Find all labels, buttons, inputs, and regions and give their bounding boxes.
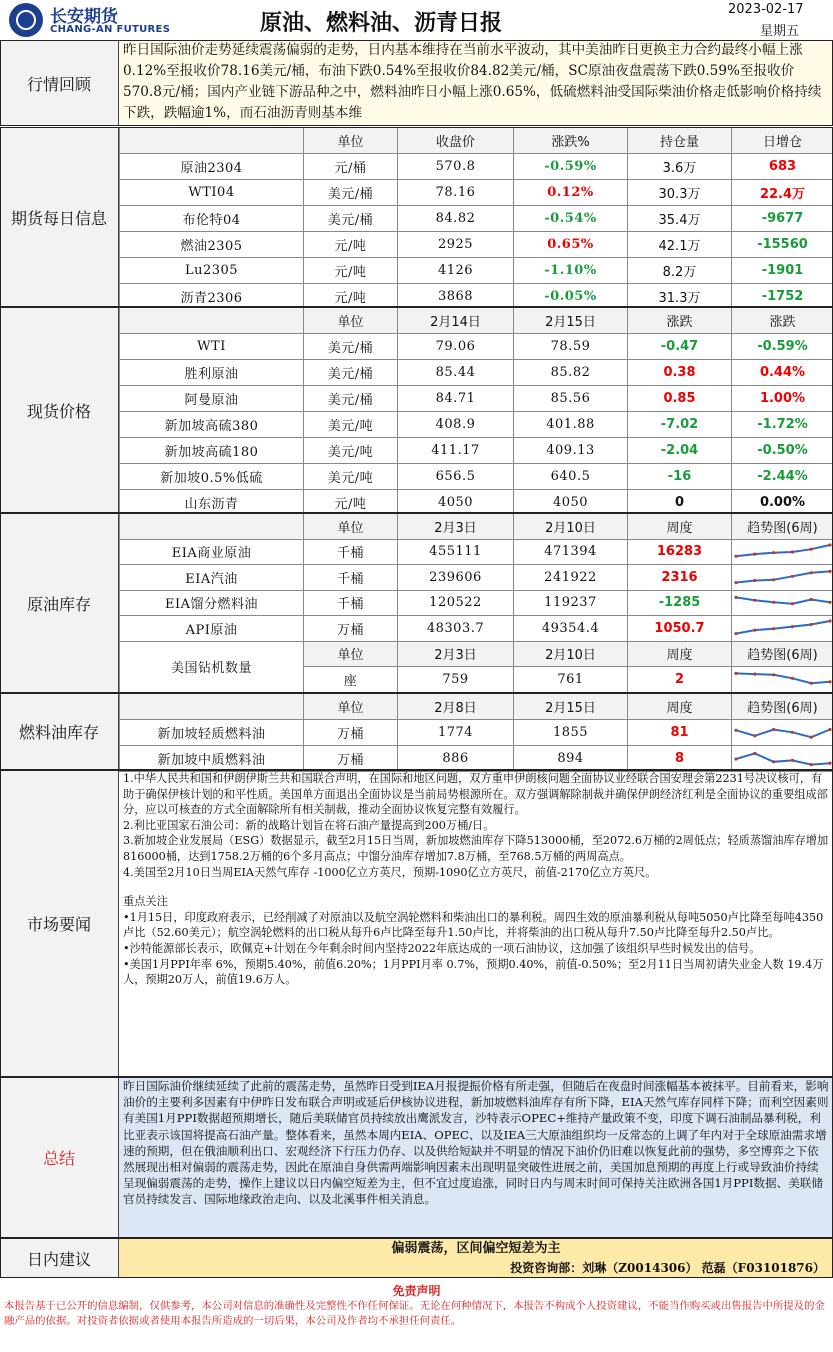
- table-row: [120, 334, 833, 360]
- focus-title: 重点关注: [123, 895, 168, 909]
- price-change: -0.47: [628, 334, 732, 360]
- table-header: 2月3日: [398, 514, 514, 540]
- unit-cell: 美元/桶: [304, 180, 398, 206]
- table-row: [120, 438, 833, 464]
- weekly-change: 81: [628, 720, 732, 746]
- trend-point: [790, 758, 793, 761]
- weekly-change: 8: [628, 746, 732, 772]
- inv-week1: 455111: [398, 539, 514, 565]
- trend-point: [828, 761, 831, 764]
- unit-cell: 美元/吨: [304, 464, 398, 490]
- product-name: WTI: [120, 334, 304, 360]
- unit-cell: 万桶: [304, 616, 398, 642]
- section-label: 市场要闻: [0, 770, 119, 1077]
- trend-sparkline: [733, 593, 833, 613]
- product-name: 新加坡高硫180: [120, 438, 304, 464]
- spot-table: [119, 307, 833, 516]
- table-header: 周度: [628, 514, 732, 540]
- daily-add: -1752: [732, 284, 833, 310]
- price-change: 0.38: [628, 360, 732, 386]
- open-interest: 35.4万: [628, 206, 732, 232]
- price-day1: 85.44: [398, 360, 514, 386]
- trend-cell: [732, 616, 833, 642]
- focus-item: •美国1月PPI年率 6%，预期5.40%，前值6.20%；1月PPI月率 0.7%，预期0.40%，前值-0.50%；至2月11日当周初请失业金人数 19.4万人，预期20万人，前值19.6万人。: [123, 957, 824, 987]
- unit-cell: 万桶: [304, 720, 398, 746]
- trend-point: [828, 543, 831, 546]
- unit-cell: 万桶: [304, 746, 398, 772]
- table-header: 2月8日: [398, 694, 514, 720]
- close-price: 84.82: [398, 206, 514, 232]
- table-header: 单位: [304, 128, 398, 154]
- close-price: 2925: [398, 232, 514, 258]
- table-row: [120, 180, 833, 206]
- crude-inventory-table: [119, 513, 833, 693]
- advice-analysts: 投资咨询部：刘琳（Z0014306） 范磊（F03101876）: [119, 1259, 833, 1278]
- trend-point: [772, 600, 775, 603]
- price-day2: 401.88: [514, 412, 628, 438]
- trend-point: [753, 751, 756, 754]
- trend-sparkline: [733, 542, 833, 562]
- trend-point: [734, 581, 737, 584]
- table-header: 趋势图(6周): [732, 694, 833, 720]
- trend-point: [753, 629, 756, 632]
- trend-sparkline: [733, 723, 833, 743]
- table-row: [120, 746, 833, 772]
- unit-cell: 美元/吨: [304, 412, 398, 438]
- section-label: 燃料油库存: [0, 693, 119, 770]
- open-interest: 30.3万: [628, 180, 732, 206]
- table-row: [120, 284, 833, 310]
- section-label: 期货每日信息: [0, 127, 119, 307]
- price-day2: 85.82: [514, 360, 628, 386]
- report-weekday: 星期五: [760, 24, 800, 39]
- market-review-text: 昨日国际油价走势延续震荡偏弱的走势，日内基本维持在当前水平波动，其中美油昨日更换主力合约最终小幅上涨0.12%至报收价78.16美元/桶，布油下跌0.54%至报收价84.82美元/桶，SC原油夜盘震荡下跌0.59%至报收价570.8元/桶；国内产业链下游品种之中，燃料油昨日小幅上涨0.65%，低硫燃料油受国际柴油价格走低影响价格持续下跌，跌幅逾1%，而石油沥青则基本维: [119, 40, 833, 126]
- price-change-pct: 0.44%: [732, 360, 833, 386]
- change-pct: -0.05%: [514, 284, 628, 310]
- contract-name: 沥青2306: [120, 284, 304, 310]
- trend-cell: [732, 539, 833, 565]
- close-price: 78.16: [398, 180, 514, 206]
- trend-sparkline: [733, 669, 833, 689]
- table-header: 持仓量: [628, 128, 732, 154]
- open-interest: 3.6万: [628, 154, 732, 180]
- unit-cell: 美元/吨: [304, 438, 398, 464]
- rig-count-name: 美国钻机数量: [120, 641, 304, 692]
- change-pct: -0.59%: [514, 154, 628, 180]
- disclaimer-title: 免责声明: [392, 1284, 441, 1298]
- trend-sparkline: [733, 749, 833, 769]
- price-change-pct: 0.00%: [732, 490, 833, 516]
- table-row: [120, 412, 833, 438]
- daily-add: -1901: [732, 258, 833, 284]
- price-day1: 4050: [398, 490, 514, 516]
- table-header: 2月14日: [398, 308, 514, 334]
- inv-week1: 48303.7: [398, 616, 514, 642]
- trend-point: [828, 680, 831, 683]
- inv-week1: 239606: [398, 565, 514, 591]
- section-label: 现货价格: [0, 307, 119, 513]
- trend-point: [772, 673, 775, 676]
- focus-item: •沙特能源部长表示，欧佩克+计划在今年剩余时间内坚持2022年底达成的一项石油协议，这加强了该组织早些时候发出的信号。: [123, 941, 761, 955]
- trend-point: [809, 598, 812, 601]
- table-row: [120, 232, 833, 258]
- open-interest: 31.3万: [628, 284, 732, 310]
- price-day1: 84.71: [398, 386, 514, 412]
- table-row: [120, 539, 833, 565]
- price-day1: 79.06: [398, 334, 514, 360]
- table-row: [120, 386, 833, 412]
- price-day2: 85.56: [514, 386, 628, 412]
- table-header: 2月15日: [514, 694, 628, 720]
- inventory-name: 新加坡中质燃料油: [120, 746, 304, 772]
- section-label: 行情回顾: [0, 40, 119, 126]
- table-header: 2月15日: [514, 308, 628, 334]
- report-header: [0, 0, 833, 41]
- trend-point: [790, 602, 793, 605]
- price-change: -16: [628, 464, 732, 490]
- change-pct: 0.12%: [514, 180, 628, 206]
- price-change: 0.85: [628, 386, 732, 412]
- table-header: [120, 128, 304, 154]
- trend-line: [736, 621, 830, 634]
- trend-point: [828, 600, 831, 603]
- futures-section: [0, 127, 833, 307]
- table-row: [120, 616, 833, 642]
- product-name: 阿曼原油: [120, 386, 304, 412]
- market-review-section: [0, 40, 833, 126]
- price-day1: 411.17: [398, 438, 514, 464]
- table-header: 2月10日: [514, 514, 628, 540]
- unit-cell: 千桶: [304, 565, 398, 591]
- change-pct: -1.10%: [514, 258, 628, 284]
- trend-point: [753, 673, 756, 676]
- table-row: [120, 360, 833, 386]
- inv-week2: 241922: [514, 565, 628, 591]
- table-header: 单位: [304, 694, 398, 720]
- close-price: 570.8: [398, 154, 514, 180]
- open-interest: 8.2万: [628, 258, 732, 284]
- unit-cell: 元/吨: [304, 232, 398, 258]
- inv-week2: 1855: [514, 720, 628, 746]
- inv-week2: 119237: [514, 590, 628, 616]
- price-change: -7.02: [628, 412, 732, 438]
- trend-point: [790, 730, 793, 733]
- fuel-inventory-section: [0, 693, 833, 770]
- daily-add: 683: [732, 154, 833, 180]
- disclaimer: [0, 1278, 833, 1352]
- table-row: [120, 590, 833, 616]
- trend-point: [772, 551, 775, 554]
- table-row: [120, 720, 833, 746]
- inv-week2: 471394: [514, 539, 628, 565]
- inv-week1: 759: [398, 667, 514, 693]
- trend-line: [736, 674, 830, 684]
- table-row: [120, 565, 833, 591]
- trend-point: [828, 727, 831, 730]
- trend-point: [772, 627, 775, 630]
- weekly-change: 2: [628, 667, 732, 693]
- inv-week2: 49354.4: [514, 616, 628, 642]
- futures-table: [119, 127, 833, 310]
- table-header: 2月10日: [514, 641, 628, 667]
- inventory-name: EIA汽油: [120, 565, 304, 591]
- trend-line: [736, 545, 830, 556]
- unit-cell: 元/桶: [304, 154, 398, 180]
- inventory-name: EIA商业原油: [120, 539, 304, 565]
- change-pct: 0.65%: [514, 232, 628, 258]
- trend-line: [736, 597, 830, 603]
- weekly-change: 16283: [628, 539, 732, 565]
- unit-cell: 美元/桶: [304, 386, 398, 412]
- unit-cell: 元/吨: [304, 490, 398, 516]
- section-label: 总结: [0, 1077, 119, 1238]
- spot-section: [0, 307, 833, 513]
- trend-sparkline: [733, 618, 833, 638]
- trend-point: [790, 575, 793, 578]
- table-header: 趋势图(6周): [732, 641, 833, 667]
- news-item: 1.中华人民共和国和伊朗伊斯兰共和国联合声明，在国际和地区问题，双方重申伊朗核问题全面协议业经联合国安理会第2231号决议核可，有助于确保伊核计划的和平性质。美国单方面退出全面协议是当前局势根源所在。双方强调解除制裁并确保伊朗经济红利是全面协议的重要组成部分，应以可核查的方式全面解除所有相关制裁，推动全面协议恢复完整有效履行。: [123, 772, 828, 817]
- company-logo-icon: [9, 3, 43, 37]
- table-header: 周度: [628, 641, 732, 667]
- trend-point: [753, 598, 756, 601]
- trend-line: [736, 729, 830, 737]
- table-header: [120, 694, 304, 720]
- inv-week1: 120522: [398, 590, 514, 616]
- trend-point: [734, 554, 737, 557]
- section-label: 原油库存: [0, 513, 119, 693]
- trend-point: [790, 677, 793, 680]
- trend-point: [734, 672, 737, 675]
- trend-point: [772, 727, 775, 730]
- close-price: 3868: [398, 284, 514, 310]
- focus-item: •1月15日，印度政府表示，已经削减了对原油以及航空涡轮燃料和柴油出口的暴利税。周四生效的原油暴利税从每吨5050卢比降至每吨4350卢比（52.60美元）；航空涡轮燃料的出口税从每升6卢比降至每升1.50卢比，并将柴油的出口税从每升7.50卢比降至每升2.50卢比。: [123, 910, 824, 940]
- trend-point: [809, 682, 812, 685]
- table-header: 涨跌%: [514, 128, 628, 154]
- trend-point: [753, 579, 756, 582]
- weekly-change: -1285: [628, 590, 732, 616]
- contract-name: 布伦特04: [120, 206, 304, 232]
- product-name: 新加坡0.5%低硫: [120, 464, 304, 490]
- report-title: 原油、燃料油、沥青日报: [260, 11, 503, 36]
- trend-point: [809, 735, 812, 738]
- trend-point: [790, 625, 793, 628]
- table-header: 涨跌: [732, 308, 833, 334]
- contract-name: Lu2305: [120, 258, 304, 284]
- unit-cell: 美元/桶: [304, 334, 398, 360]
- price-day2: 78.59: [514, 334, 628, 360]
- change-pct: -0.54%: [514, 206, 628, 232]
- table-row: [120, 206, 833, 232]
- inv-week1: 1774: [398, 720, 514, 746]
- trend-point: [809, 763, 812, 766]
- trend-cell: [732, 565, 833, 591]
- price-change-pct: -2.44%: [732, 464, 833, 490]
- news-item: 2.利比亚国家石油公司：新的战略计划旨在将石油产量提高到200万桶/日。: [123, 818, 495, 832]
- price-day1: 656.5: [398, 464, 514, 490]
- company-name-cn: 长安期货: [50, 7, 118, 27]
- trend-point: [790, 550, 793, 553]
- daily-add: -15560: [732, 232, 833, 258]
- news-item: 4.美国至2月10日当周EIA天然气库存 -1000亿立方英尺，预期-1090亿立方英尺，前值-2170亿立方英尺。: [123, 865, 657, 879]
- company-name-en: CHANG-AN FUTURES: [50, 24, 171, 35]
- price-change: -2.04: [628, 438, 732, 464]
- unit-cell: 美元/桶: [304, 206, 398, 232]
- report-date: 2023-02-17: [728, 2, 804, 17]
- news-section: [0, 770, 833, 1077]
- trend-point: [753, 734, 756, 737]
- trend-point: [828, 570, 831, 573]
- unit-cell: 美元/桶: [304, 360, 398, 386]
- contract-name: WTI04: [120, 180, 304, 206]
- inv-week2: 761: [514, 667, 628, 693]
- trend-point: [809, 571, 812, 574]
- unit-cell: 元/吨: [304, 258, 398, 284]
- table-row: [120, 258, 833, 284]
- trend-point: [753, 552, 756, 555]
- disclaimer-text: 本报告基于已公开的信息编制，仅供参考，本公司对信息的准确性及完整性不作任何保证。无论在何种情况下，本报告不构成个人投资建议，不能当作购买或出售报告中所提及的金融产品的依据。对投资者依据或者使用本报告所造成的一切后果，本公司及作者均不承担任何责任。: [4, 1300, 825, 1327]
- price-change-pct: -0.59%: [732, 334, 833, 360]
- trend-point: [772, 578, 775, 581]
- table-header: 单位: [304, 514, 398, 540]
- trend-point: [734, 632, 737, 635]
- news-item: 3.新加坡企业发展局（ESG）数据显示，截至2月15日当周，新加坡燃油库存下降513000桶，至2072.6万桶的2周低点；轻质蒸馏油库存增加816000桶，达到1758.2万桶的6个多月高点；中馏分油库存增加7.8万桶，至768.5万桶的两周高点。: [123, 834, 829, 863]
- inventory-name: 新加坡轻质燃料油: [120, 720, 304, 746]
- table-row: [120, 490, 833, 516]
- advice-main: 偏弱震荡，区间偏空短差为主: [119, 1238, 833, 1260]
- close-price: 4126: [398, 258, 514, 284]
- news-body: [119, 770, 833, 1077]
- trend-cell: [732, 590, 833, 616]
- inv-week1: 886: [398, 746, 514, 772]
- inventory-name: API原油: [120, 616, 304, 642]
- daily-add: 22.4万: [732, 180, 833, 206]
- table-header: [120, 308, 304, 334]
- trend-point: [734, 728, 737, 731]
- product-name: 胜利原油: [120, 360, 304, 386]
- trend-point: [734, 596, 737, 599]
- price-change-pct: -0.50%: [732, 438, 833, 464]
- trend-sparkline: [733, 567, 833, 587]
- table-header: [120, 514, 304, 540]
- price-change-pct: -1.72%: [732, 412, 833, 438]
- inv-week2: 894: [514, 746, 628, 772]
- section-label: 日内建议: [0, 1238, 119, 1278]
- table-row: [120, 464, 833, 490]
- table-row: [120, 154, 833, 180]
- unit-cell: 座: [304, 667, 398, 693]
- product-name: 新加坡高硫380: [120, 412, 304, 438]
- trend-cell: [732, 746, 833, 772]
- table-header: 单位: [304, 641, 398, 667]
- trend-point: [809, 547, 812, 550]
- product-name: 山东沥青: [120, 490, 304, 516]
- contract-name: 燃油2305: [120, 232, 304, 258]
- table-header: 收盘价: [398, 128, 514, 154]
- trend-point: [734, 757, 737, 760]
- open-interest: 42.1万: [628, 232, 732, 258]
- price-day1: 408.9: [398, 412, 514, 438]
- trend-line: [736, 753, 830, 764]
- price-change-pct: 1.00%: [732, 386, 833, 412]
- trend-point: [772, 760, 775, 763]
- price-day2: 4050: [514, 490, 628, 516]
- summary-text: 昨日国际油价继续延续了此前的震荡走势，虽然昨日受到IEA月报提振价格有所走强，但随后在夜盘时间涨幅基本被抹平。目前看来，影响油价的主要利多因素有中伊昨日发布联合声明或延后伊核协议进程，新加坡燃料油库存有所下降，EIA天然气库存同样下降；而利空因素则有美国1月PPI数据超预期增长，随后美联储官员持续放出鹰派发言，沙特表示OPEC+维持产量政策不变，印度下调石油制品暴利税，利比亚表示该国将提高石油产量。整体看来，虽然本周内EIA、OPEC、以及IEA三大原油组织均一反常态的上调了年内对于全球原油需求增速的预期，但在俄油顺利出口、宏观经济下行压力仍存、以及供给短缺并不明显的情况下油价仍旧难以恢复此前的强势，多空博弈之下依然展现出相对偏弱的震荡走势，因此在原油自身供需两端影响因素未出现明显突破性进展之前，美国加息预期的再度上行或导致油价持续呈现偏弱震荡的走势，操作上建议以日内偏空短差为主，但不宜过度追涨，同时日内与周末时间可保持关注欧洲各国1月PPI数据、美联储官员持续发言、国际地缘政治走向、以及北溪事件相关消息。: [119, 1077, 833, 1238]
- trend-line: [736, 572, 830, 583]
- price-day2: 409.13: [514, 438, 628, 464]
- daily-add: -9677: [732, 206, 833, 232]
- price-change: 0: [628, 490, 732, 516]
- contract-name: 原油2304: [120, 154, 304, 180]
- unit-cell: 千桶: [304, 590, 398, 616]
- table-header: 2月3日: [398, 641, 514, 667]
- summary-section: [0, 1077, 833, 1238]
- table-header: 涨跌: [628, 308, 732, 334]
- price-day2: 640.5: [514, 464, 628, 490]
- unit-cell: 千桶: [304, 539, 398, 565]
- trend-point: [828, 620, 831, 623]
- table-header: 单位: [304, 308, 398, 334]
- unit-cell: 元/吨: [304, 284, 398, 310]
- trend-cell: [732, 667, 833, 693]
- trend-cell: [732, 720, 833, 746]
- fuel-inventory-table: [119, 693, 833, 772]
- weekly-change: 2316: [628, 565, 732, 591]
- trend-point: [809, 623, 812, 626]
- crude-inventory-section: [0, 513, 833, 693]
- weekly-change: 1050.7: [628, 616, 732, 642]
- inventory-name: EIA馏分燃料油: [120, 590, 304, 616]
- table-header: 周度: [628, 694, 732, 720]
- advice-section: [0, 1238, 833, 1278]
- table-header: 日增仓: [732, 128, 833, 154]
- table-header: 趋势图(6周): [732, 514, 833, 540]
